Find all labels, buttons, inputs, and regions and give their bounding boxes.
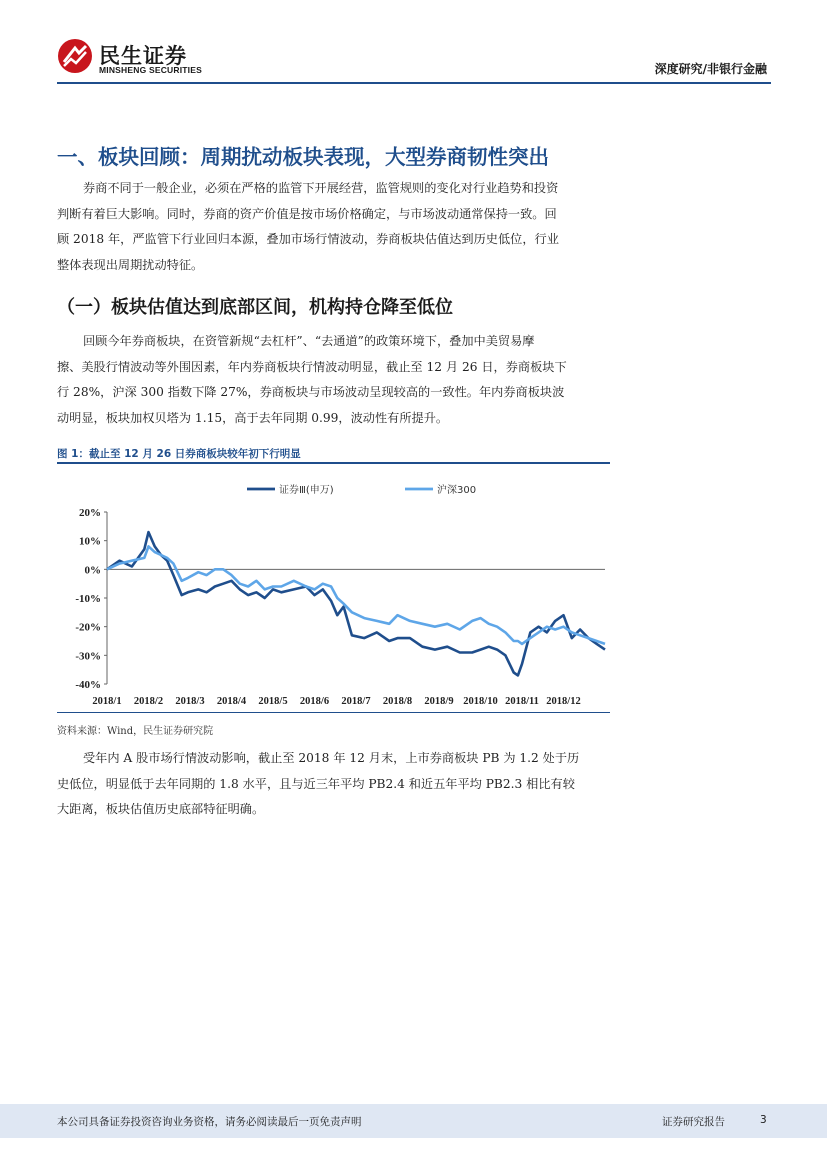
- page-header: [57, 38, 771, 84]
- x-tick-label: 2018/8: [382, 696, 413, 707]
- text-line: 大距离，板块估值历史底部特征明确。: [57, 802, 265, 817]
- text-line: 顾 2018 年，严监管下行业回归本源，叠加市场行情波动，券商板块估值达到历史低位，行业: [57, 232, 559, 247]
- footer-disclaimer: 本公司具备证券投资咨询业务资格，请务必阅读最后一页免责声明: [57, 1116, 362, 1128]
- x-tick-label: 2018/5: [258, 696, 288, 707]
- logo-chinese-name: 民生证券: [99, 44, 187, 68]
- x-tick-label: 2018/9: [424, 696, 454, 707]
- text-line: 擦、美股行情波动等外围因素，年内券商板块行情波动明显，截止至 12 月 26 日，券商板块下: [57, 359, 567, 374]
- y-tick-label: -10%: [75, 593, 101, 605]
- text-line: 券商不同于一般企业，必须在严格的监管下开展经营，监管规则的变化对行业趋势和投资: [83, 181, 559, 195]
- page-footer: [0, 1104, 827, 1138]
- x-tick-label: 2018/7: [341, 696, 371, 707]
- figure-title: 图 1：截止至 12 月 26 日券商板块较年初下行明显: [57, 446, 610, 464]
- body-paragraph-2: [57, 329, 771, 431]
- figure-source: 资料来源：Wind，民生证券研究院: [57, 726, 214, 737]
- x-tick-label: 2018/11: [505, 696, 539, 707]
- x-tick-label: 2018/1: [92, 696, 122, 707]
- minsheng-logo-icon: [57, 38, 93, 74]
- series-line-1: [107, 532, 605, 675]
- text-line: 回顾今年券商板块，在资管新规“去杠杆”、“去通道”的政策环境下，叠加中美贸易摩: [83, 334, 535, 348]
- legend-label: 证券Ⅲ(申万): [279, 485, 334, 496]
- legend-label: 沪深300: [437, 485, 477, 496]
- logo-english-name: MINSHENG SECURITIES: [99, 65, 202, 75]
- x-tick-label: 2018/3: [175, 696, 205, 707]
- intro-paragraph: [57, 176, 771, 278]
- x-tick-label: 2018/6: [299, 696, 330, 707]
- text-line: 整体表现出周期扰动特征。: [57, 257, 204, 272]
- body-paragraph-3: [57, 746, 771, 823]
- x-tick-label: 2018/2: [133, 696, 164, 707]
- y-tick-label: 10%: [79, 535, 101, 548]
- text-line: 行 28%，沪深 300 指数下降 27%，券商板块与市场波动呈现较高的一致性。年内券商板块波: [57, 385, 565, 400]
- line-chart: [57, 470, 610, 710]
- section-title: 一、板块回顾：周期扰动板块表现，大型券商韧性突出: [57, 145, 549, 169]
- subsection-title: （一）板块估值达到底部区间，机构持仓降至低位: [57, 297, 453, 318]
- footer-doc-type: 证券研究报告: [662, 1116, 725, 1128]
- y-tick-label: -20%: [75, 621, 101, 634]
- x-tick-label: 2018/10: [463, 696, 498, 707]
- text-line: 动明显，板块加权贝塔为 1.15，高于去年同期 0.99，波动性有所提升。: [57, 410, 449, 425]
- page-number: 3: [760, 1114, 767, 1126]
- report-type-label: 深度研究/非银行金融: [654, 62, 767, 76]
- text-line: 史低位，明显低于去年同期的 1.8 水平，且与近三年平均 PB2.4 和近五年平均 PB2.3 相比有较: [57, 776, 575, 791]
- text-line: 受年内 A 股市场行情波动影响，截止至 2018 年 12 月末，上市券商板块 PB 为 1.2 处于历: [83, 751, 580, 765]
- x-tick-label: 2018/12: [546, 696, 581, 707]
- text-line: 判断有着巨大影响。同时，券商的资产价值是按市场价格确定，与市场波动通常保持一致。回: [57, 206, 557, 221]
- x-tick-label: 2018/4: [216, 696, 247, 707]
- y-tick-label: -40%: [75, 679, 101, 691]
- y-tick-label: 20%: [79, 507, 101, 519]
- y-tick-label: -30%: [75, 650, 101, 663]
- figure-bottom-rule: [57, 712, 610, 713]
- y-tick-label: 0%: [84, 564, 101, 577]
